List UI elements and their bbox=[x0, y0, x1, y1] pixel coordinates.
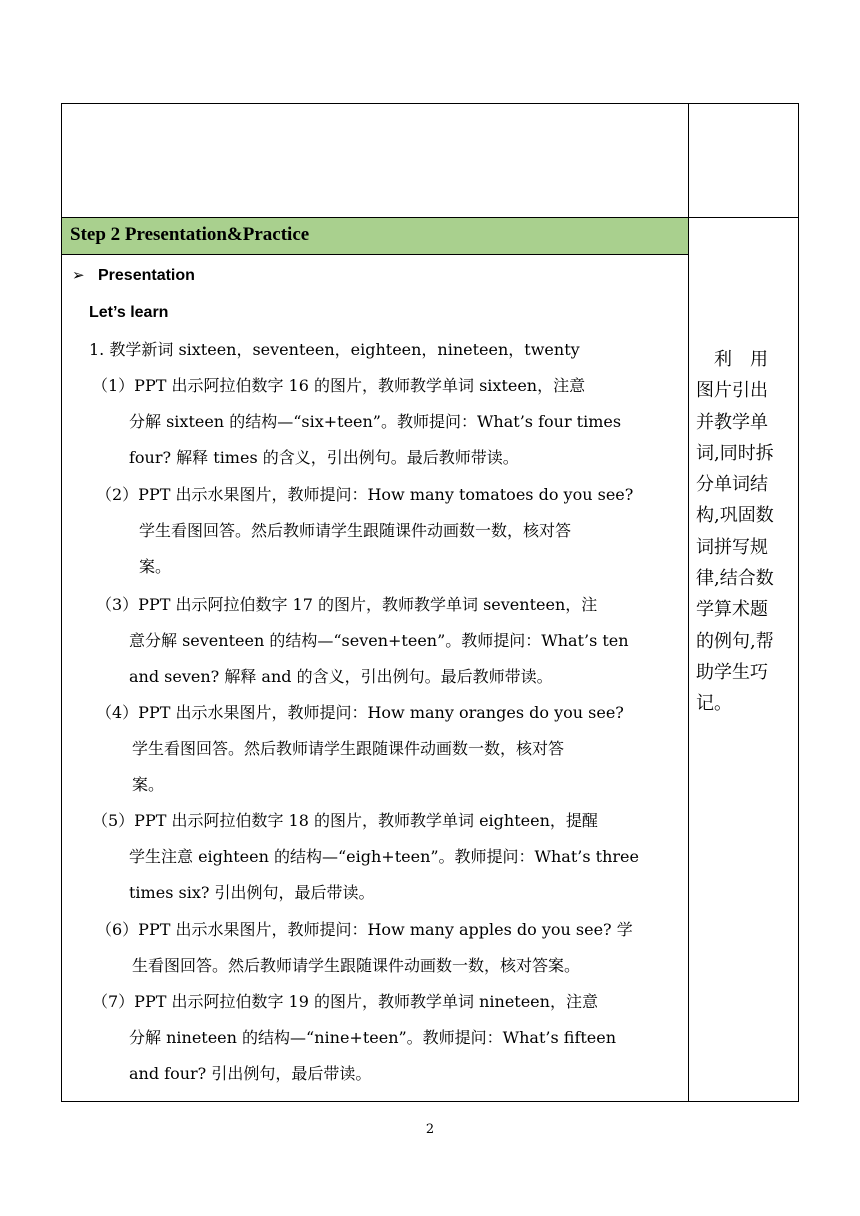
note-line: 利 用 bbox=[696, 349, 768, 370]
note-line: 分单词结 bbox=[696, 474, 768, 496]
note-line: 词拼写规 bbox=[696, 536, 768, 558]
content-line: 案。 bbox=[132, 775, 165, 794]
design-note-cell bbox=[696, 344, 792, 720]
column-divider bbox=[688, 104, 689, 1101]
lesson-plan-table bbox=[61, 103, 799, 1102]
content-line: （1）PPT 出示阿拉伯数字 16 的图片，教师教学单词 sixteen，注意 bbox=[92, 376, 586, 395]
note-line: 助学生巧 bbox=[696, 661, 768, 683]
note-line: 图片引出 bbox=[696, 380, 768, 402]
content-line: 学生看图回答。然后教师请学生跟随课件动画数一数，核对答 bbox=[132, 739, 565, 758]
note-line: 记。 bbox=[696, 693, 732, 715]
content-line: 学生看图回答。然后教师请学生跟随课件动画数一数，核对答 bbox=[139, 521, 572, 540]
content-line: （6）PPT 出示水果图片，教师提问：How many apples do you see? 学 bbox=[96, 920, 633, 939]
content-line: 意分解 seventeen 的结构—“seven+teen”。教师提问：What’s ten bbox=[129, 631, 629, 650]
content-line: （2）PPT 出示水果图片，教师提问：How many tomatoes do you see? bbox=[96, 485, 634, 504]
note-line: 并教学单 bbox=[696, 411, 768, 433]
content-line: four? 解释 times 的含义，引出例句。最后教师带读。 bbox=[129, 448, 519, 467]
section-subheading: Let’s learn bbox=[89, 304, 169, 321]
page-number: 2 bbox=[425, 1122, 435, 1137]
arrow-bullet-icon: ➢ bbox=[72, 266, 85, 284]
note-line: 律,结合数 bbox=[696, 568, 774, 590]
content-line: 分解 nineteen 的结构—“nine+teen”。教师提问：What’s fifteen bbox=[129, 1028, 617, 1047]
step-title: Step 2 Presentation&Practice bbox=[70, 224, 310, 245]
content-line: 案。 bbox=[139, 557, 172, 576]
note-line: 词,同时拆 bbox=[696, 442, 774, 464]
content-line: （5）PPT 出示阿拉伯数字 18 的图片，教师教学单词 eighteen，提醒 bbox=[92, 811, 598, 830]
note-line: 构,巩固数 bbox=[696, 505, 774, 527]
section-heading: Presentation bbox=[98, 267, 195, 284]
note-line: 的例句,帮 bbox=[696, 630, 774, 652]
content-line: 生看图回答。然后教师请学生跟随课件动画数一数，核对答案。 bbox=[132, 956, 581, 975]
content-line: 1. 教学新词 sixteen，seventeen，eighteen，nineteen，twenty bbox=[89, 340, 580, 359]
content-line: （4）PPT 出示水果图片，教师提问：How many oranges do you see? bbox=[96, 703, 624, 722]
content-line: 分解 sixteen 的结构—“six+teen”。教师提问：What’s four times bbox=[129, 412, 622, 431]
step-header bbox=[62, 218, 688, 255]
content-line: 学生注意 eighteen 的结构—“eigh+teen”。教师提问：What’s three bbox=[129, 847, 639, 866]
content-line: and four? 引出例句，最后带读。 bbox=[129, 1064, 372, 1083]
content-line: times six? 引出例句，最后带读。 bbox=[129, 883, 375, 902]
note-line: 学算术题 bbox=[696, 599, 768, 621]
content-line: （3）PPT 出示阿拉伯数字 17 的图片，教师教学单词 seventeen，注 bbox=[96, 595, 598, 614]
content-line: and seven? 解释 and 的含义，引出例句。最后教师带读。 bbox=[129, 667, 553, 686]
content-line: （7）PPT 出示阿拉伯数字 19 的图片，教师教学单词 nineteen，注意 bbox=[92, 992, 598, 1011]
